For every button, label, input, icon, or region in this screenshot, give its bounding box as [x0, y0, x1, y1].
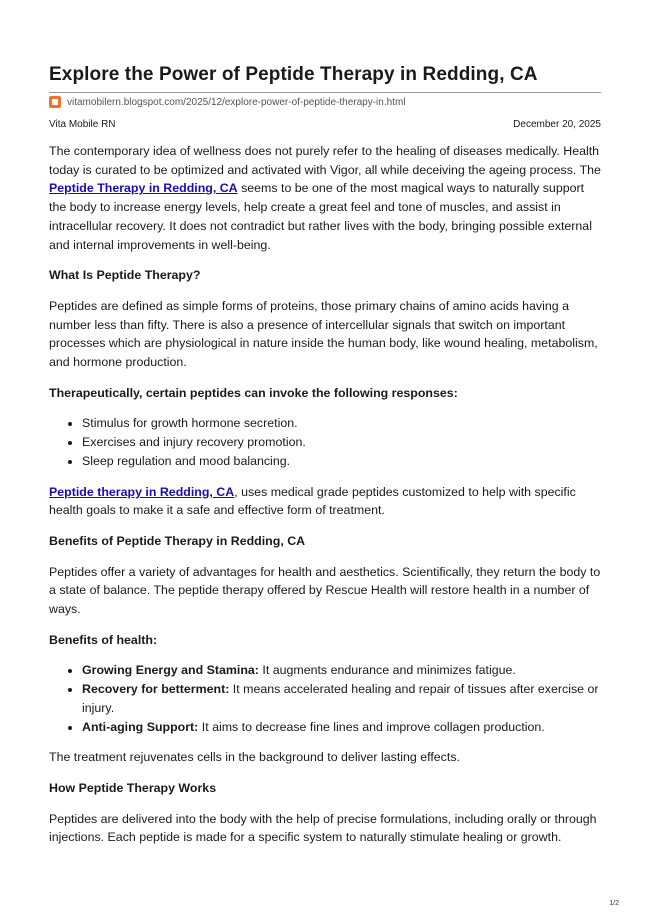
list-item: • Exercises and injury recovery promotion.: [82, 433, 601, 452]
heading-what-is: What Is Peptide Therapy?: [49, 268, 201, 283]
heading-how-it-works: How Peptide Therapy Works: [49, 780, 217, 795]
source-url[interactable]: vitamobilern.blogspot.com/2025/12/explore-power-of-peptide-therapy-in.html: [67, 96, 406, 108]
heading-responses: Therapeutically, certain peptides can invoke the following responses:: [49, 385, 458, 400]
author: Vita Mobile RN: [49, 119, 116, 130]
responses-list: [49, 414, 601, 470]
page-number: 1/2: [609, 900, 619, 907]
heading-benefits: Benefits of Peptide Therapy in Redding, CA: [49, 533, 306, 548]
source-line: [49, 96, 406, 108]
heading-health: Benefits of health:: [49, 632, 158, 647]
blogger-icon: [49, 96, 61, 108]
post-date: December 20, 2025: [513, 119, 601, 130]
list-item: • Growing Energy and Stamina: It augments endurance and minimizes fatigue.: [82, 661, 601, 680]
benefits-paragraph: Peptides offer a variety of advantages for health and aesthetics. Scientifically, they return the body to a state of balance. The peptide therapy offered by Rescue Health will restore health in a number of ways.: [49, 564, 601, 617]
article-body: [49, 142, 601, 859]
how-paragraph: Peptides are delivered into the body with the help of precise formulations, including orally or through injections. Each peptide is made for a specific system to naturally stimulate healing or growth.: [49, 811, 597, 845]
peptide-therapy-link[interactable]: Peptide Therapy in Redding, CA: [49, 181, 238, 196]
list-item: • Sleep regulation and mood balancing.: [82, 452, 601, 471]
title-divider: [49, 92, 601, 93]
list-item: • Stimulus for growth hormone secretion.: [82, 414, 601, 433]
intro-paragraph: The contemporary idea of wellness does not purely refer to the healing of diseases medically. Health today is curated to be optimized and activated with Vigor, all while deceiving the ageing process. The Peptide Therapy in Redding, CA seems to be one of the most magical ways to naturally support the body to increase energy levels, help create a great feel and tone of muscles, and assist in intracellular recovery. It does not contradict but rather lives with the body, bringing possible external and internal improvements in well-being.: [49, 144, 601, 252]
page-title: Explore the Power of Peptide Therapy in Redding, CA: [49, 64, 538, 85]
health-list: [49, 661, 601, 736]
list-item: • Recovery for betterment: It means accelerated healing and repair of tissues after exercise or injury.: [82, 680, 601, 717]
rejuvenate-paragraph: The treatment rejuvenates cells in the background to deliver lasting effects.: [49, 750, 460, 765]
custom-paragraph: Peptide therapy in Redding, CA, uses medical grade peptides customized to help with specific health goals to make it a safe and effective form of treatment.: [49, 484, 576, 518]
peptide-therapy-redding-link[interactable]: Peptide therapy in Redding, CA: [49, 484, 235, 499]
list-item: • Anti-aging Support: It aims to decrease fine lines and improve collagen production.: [82, 718, 601, 737]
what-paragraph: Peptides are defined as simple forms of proteins, those primary chains of amino acids having a number less than fifty. There is also a presence of intercellular signals that switch on important processes which are physiological in nature inside the human body, like wound healing, metabolism, and hormone production.: [49, 298, 598, 370]
